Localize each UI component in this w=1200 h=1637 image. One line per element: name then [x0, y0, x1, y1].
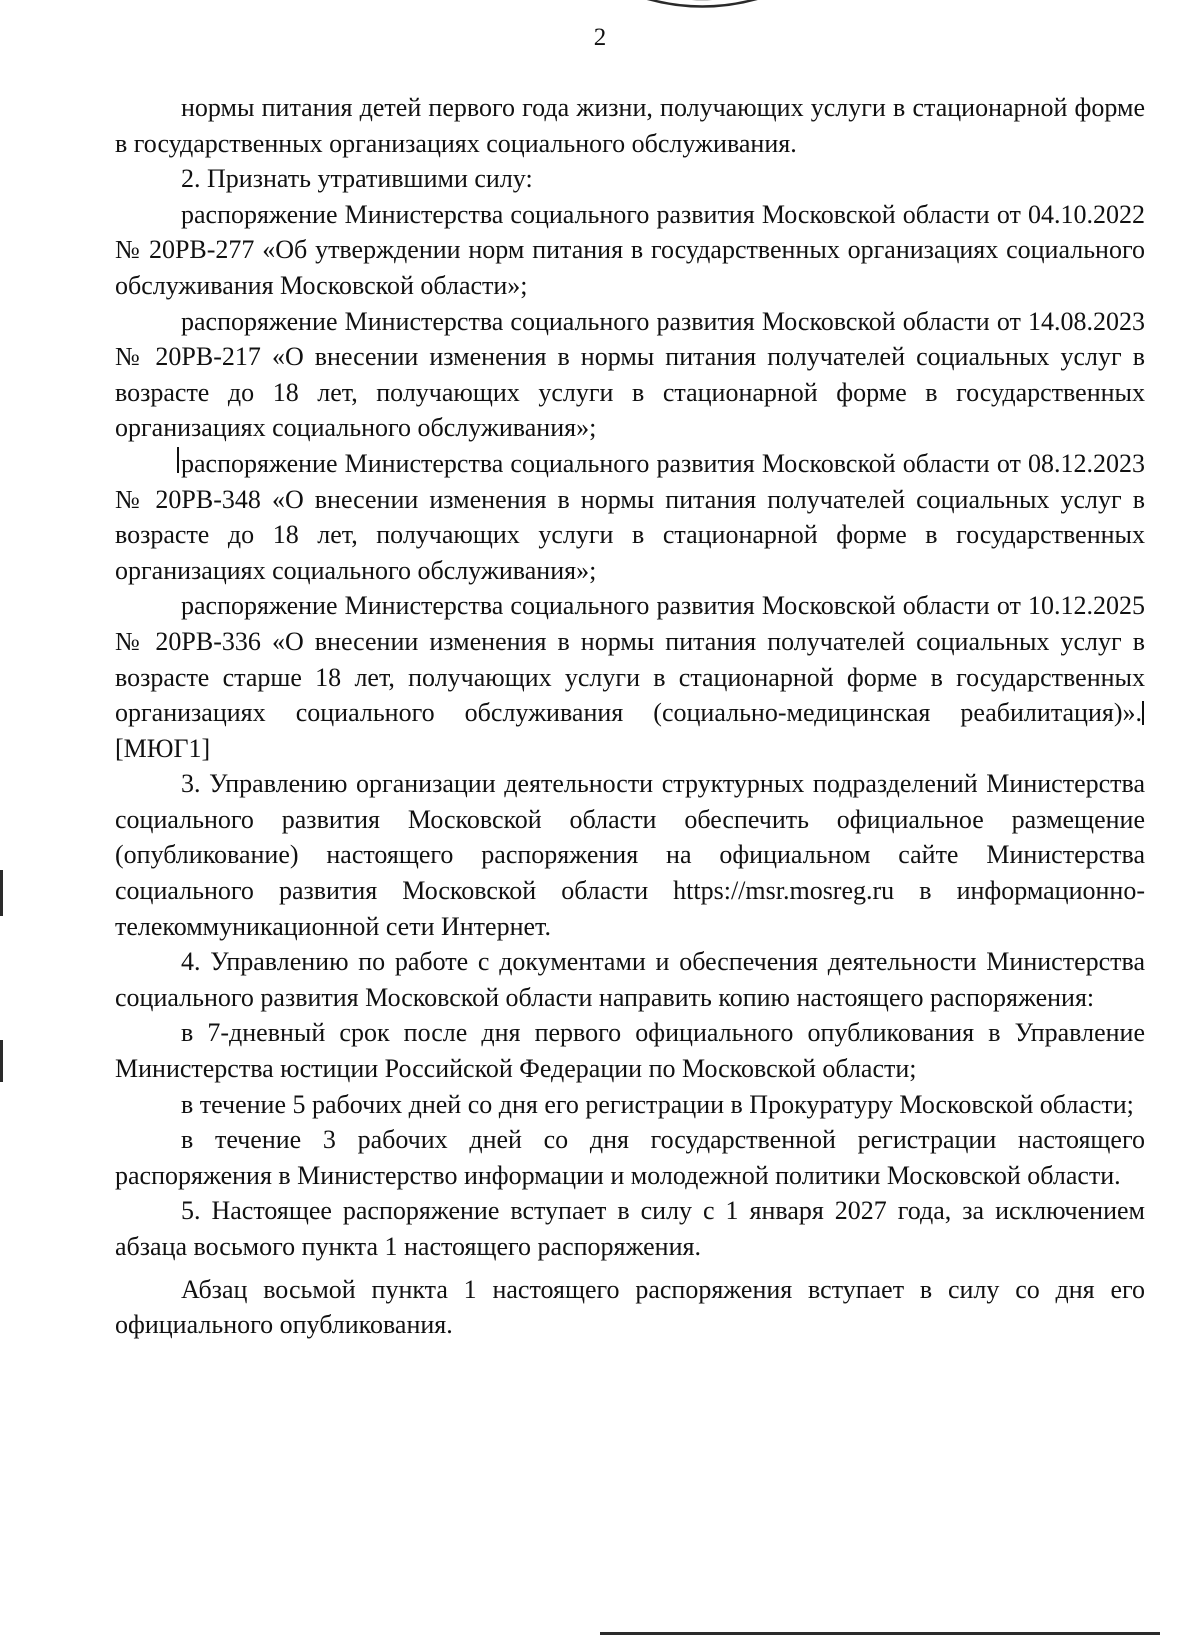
comment-cursor: [1142, 701, 1144, 725]
paragraph: распоряжение Министерства социального развития Московской области от 14.08.2023 № 20РВ-217 «О внесении изменения в нормы питания получателей социальных услуг в возрасте до 18 лет, получающих услуги в стационарной форме в государственных организациях социального обслуживания»;: [115, 306, 1145, 443]
scan-edge-mark: [0, 870, 3, 916]
paragraph: распоряжение Министерства социального развития Московской области от 04.10.2022 № 20РВ-277 «Об утверждении норм питания в государственных организациях социального обслуживания Московской области»;: [115, 199, 1145, 300]
comment-marker[interactable]: [МЮГ1]: [115, 733, 211, 763]
paragraph: в 7-дневный срок после дня первого официального опубликования в Управление Министерства юстиции Российской Федерации по Московской области;: [115, 1018, 1145, 1084]
paragraph: 4. Управлению по работе с документами и обеспечения деятельности Министерства социального развития Московской области направить копию настоящего распоряжения:: [115, 947, 1145, 1012]
document-body: [115, 90, 1145, 1343]
scan-edge-mark: [0, 1040, 3, 1082]
scan-bottom-line: [600, 1632, 1160, 1635]
paragraph: в течение 3 рабочих дней со дня государственной регистрации настоящего распоряжения в Министерство информации и молодежной политики Московской области.: [115, 1125, 1145, 1190]
paragraph: 3. Управлению организации деятельности структурных подразделений Министерства социального развития Московской области обеспечить официальное размещение (опубликование) настоящего распоряжения на официальном сайте Министерства социального развития Московской области https://msr.mosreg.ru в информационно-телекоммуникационной сети Интернет.: [115, 769, 1145, 941]
paragraph-text: распоряжение Министерства социального развития Московской области от 10.12.2025 № 20РВ-336 «О внесении изменения в нормы питания получателей социальных услуг в возрасте старше 18 лет, получающих услуги в стационарной форме в государственных организациях социального обслуживания (социально-медицинская реабилитация)».: [115, 591, 1145, 728]
paragraph: 2. Признать утратившими силу:: [181, 164, 533, 194]
page-number: 2: [593, 24, 607, 51]
stamp-fragment: [630, 0, 780, 10]
paragraph: Абзац восьмой пункта 1 настоящего распоряжения вступает в силу со дня его официального опубликования.: [115, 1274, 1145, 1340]
paragraph: нормы питания детей первого года жизни, получающих услуги в стационарной форме в государственных организациях социального обслуживания.: [115, 93, 1145, 158]
paragraph: 5. Настоящее распоряжение вступает в силу с 1 января 2027 года, за исключением абзаца восьмого пункта 1 настоящего распоряжения.: [115, 1196, 1145, 1261]
paragraph: [115, 588, 1145, 766]
paragraph: в течение 5 рабочих дней со дня его регистрации в Прокуратуру Московской области;: [181, 1089, 1134, 1119]
paragraph: распоряжение Министерства социального развития Московской области от 08.12.2023 № 20РВ-348 «О внесении изменения в нормы питания получателей социальных услуг в возрасте до 18 лет, получающих услуги в стационарной форме в государственных организациях социального обслуживания»;: [115, 448, 1145, 585]
